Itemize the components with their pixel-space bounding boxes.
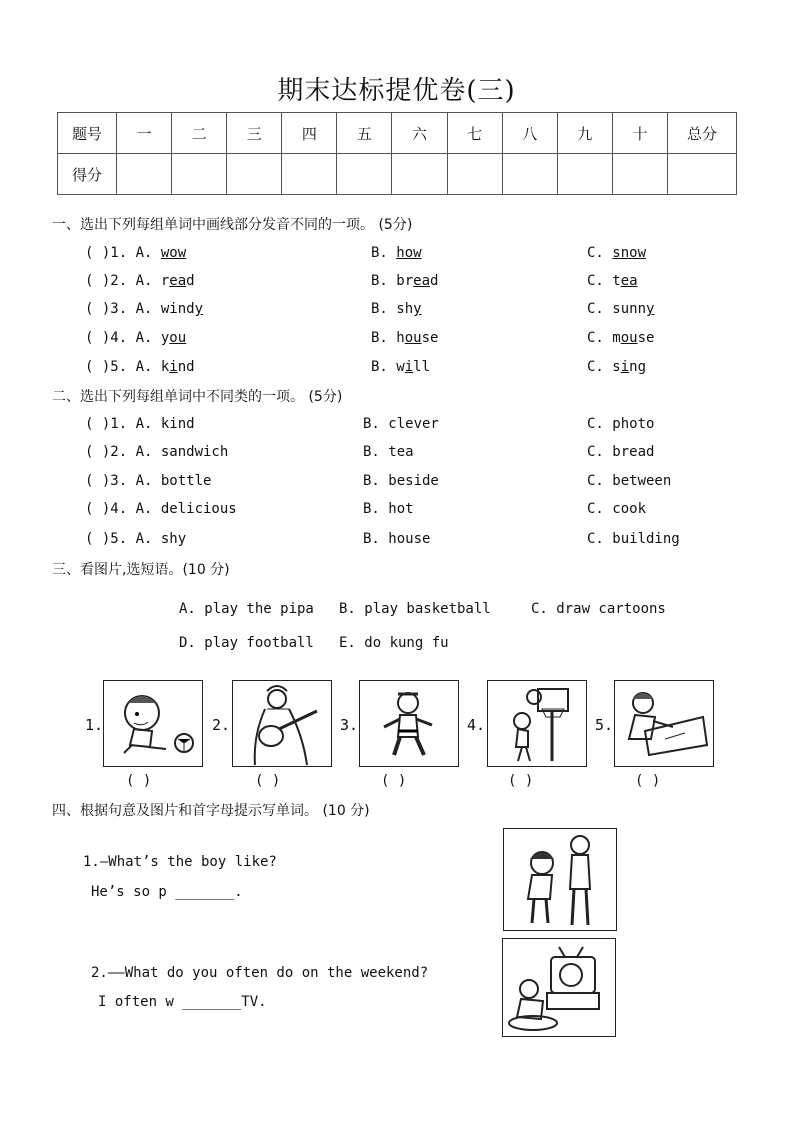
q1-option-c xyxy=(587,359,646,375)
score-cell[interactable] xyxy=(392,154,447,195)
boy-kungfu-icon xyxy=(359,680,459,767)
word-part: h xyxy=(396,330,405,346)
picture-number: 1. xyxy=(85,716,104,734)
underlined-letters: ea xyxy=(169,273,187,289)
q1-option-b xyxy=(371,245,422,261)
score-header-cell: 总分 xyxy=(668,113,737,154)
q1-question: 1.—What’s the boy like? xyxy=(83,854,277,870)
q1-option-a xyxy=(85,330,186,346)
word-part: w xyxy=(396,359,405,375)
score-cell[interactable] xyxy=(612,154,667,195)
q2-option-a: ( )4. A. delicious xyxy=(85,501,237,517)
q1-option-a xyxy=(85,245,186,261)
word-part: ng xyxy=(629,359,647,375)
word-part: k xyxy=(160,359,170,375)
score-header-cell: 四 xyxy=(282,113,337,154)
option-label: B. xyxy=(371,301,397,317)
option-a: A. play the pipa xyxy=(179,601,314,617)
answer-blank[interactable]: ( ) xyxy=(126,773,152,789)
option-c: C. draw cartoons xyxy=(531,601,666,617)
score-cell[interactable] xyxy=(668,154,737,195)
underlined-letters: ou xyxy=(404,330,422,346)
score-header-cell: 七 xyxy=(447,113,502,154)
q2-question: 2.——What do you often do on the weekend? xyxy=(91,965,429,981)
score-cell[interactable] xyxy=(227,154,282,195)
q1-option-c xyxy=(587,301,654,317)
score-header-cell: 十 xyxy=(612,113,667,154)
option-label: ( )4. A. xyxy=(85,330,161,346)
boy-drawing-icon xyxy=(614,680,714,767)
picture-number: 2. xyxy=(212,716,231,734)
q2-answer-line[interactable]: I often w _______TV. xyxy=(98,994,267,1010)
option-label: C. xyxy=(587,245,613,261)
answer-blank[interactable]: ( ) xyxy=(381,773,407,789)
q2-option-a: ( )1. A. kind xyxy=(85,416,195,432)
section2-heading: 二、选出下列每组单词中不同类的一项。 (5分) xyxy=(52,389,343,405)
underlined-letters: i xyxy=(620,359,630,375)
word-part: sunn xyxy=(612,301,647,317)
q2-option-b: B. hot xyxy=(363,501,414,517)
word-part: br xyxy=(396,273,414,289)
q1-option-c xyxy=(587,273,638,289)
answer-blank[interactable]: ( ) xyxy=(635,773,661,789)
word-part: ll xyxy=(413,359,431,375)
underlined-letters: y xyxy=(646,301,655,317)
option-label: ( )5. A. xyxy=(85,359,161,375)
underlined-letters: y xyxy=(413,301,422,317)
score-row-label: 得分 xyxy=(58,154,117,195)
boy-watching-tv-icon xyxy=(502,938,616,1037)
underlined-letters: y xyxy=(194,301,204,317)
score-header-cell: 六 xyxy=(392,113,447,154)
option-label: C. xyxy=(587,359,613,375)
underlined-letters: snow xyxy=(612,245,647,261)
q2-option-c: C. between xyxy=(587,473,672,489)
answer-blank[interactable]: ( ) xyxy=(508,773,534,789)
answer-blank[interactable]: ( ) xyxy=(255,773,281,789)
word-part: sh xyxy=(396,301,414,317)
score-header-cell: 八 xyxy=(502,113,557,154)
q1-option-c xyxy=(587,330,654,346)
score-cell[interactable] xyxy=(557,154,612,195)
score-header-cell: 一 xyxy=(117,113,172,154)
q2-option-c: C. photo xyxy=(587,416,655,432)
q1-option-b xyxy=(371,359,430,375)
score-header-cell: 题号 xyxy=(58,113,117,154)
q2-option-b: B. house xyxy=(363,531,431,547)
option-label: ( )2. A. xyxy=(85,273,161,289)
q2-option-c: C. cook xyxy=(587,501,647,517)
q1-option-b xyxy=(371,330,438,346)
page-title: 期末达标提优卷(三) xyxy=(277,76,516,106)
q1-option-a xyxy=(85,359,195,375)
option-label: ( )3. A. xyxy=(85,301,161,317)
word-part: d xyxy=(430,273,439,289)
option-label: ( )1. A. xyxy=(85,245,161,261)
q1-option-c xyxy=(587,245,646,261)
score-header-cell: 五 xyxy=(337,113,392,154)
score-header-cell: 二 xyxy=(172,113,227,154)
boy-basketball-icon xyxy=(487,680,587,767)
underlined-letters: ea xyxy=(620,273,638,289)
word-part: d xyxy=(186,273,195,289)
q1-option-a xyxy=(85,273,195,289)
score-cell[interactable] xyxy=(117,154,172,195)
score-cell[interactable] xyxy=(282,154,337,195)
underlined-letters: i xyxy=(169,359,178,375)
underlined-letters: how xyxy=(396,245,422,261)
score-table-header-row xyxy=(58,113,737,154)
underlined-letters: wow xyxy=(160,245,187,261)
section4-heading: 四、根据句意及图片和首字母提示写单词。 (10 分) xyxy=(52,803,370,819)
option-b: B. play basketball xyxy=(339,601,491,617)
score-table xyxy=(57,112,737,195)
option-label: B. xyxy=(371,273,397,289)
score-cell[interactable] xyxy=(172,154,227,195)
word-part: r xyxy=(160,273,170,289)
word-part: se xyxy=(421,330,439,346)
word-part: wind xyxy=(160,301,195,317)
q1-option-b xyxy=(371,273,438,289)
underlined-letters: ea xyxy=(413,273,431,289)
option-label: C. xyxy=(587,273,613,289)
q2-option-c: C. building xyxy=(587,531,680,547)
word-part: t xyxy=(612,273,621,289)
q1-option-a xyxy=(85,301,203,317)
q1-option-b xyxy=(371,301,422,317)
picture-number: 4. xyxy=(467,716,486,734)
boy-football-icon xyxy=(103,680,203,767)
option-label: C. xyxy=(587,301,613,317)
q2-option-b: B. tea xyxy=(363,444,414,460)
section3-heading: 三、看图片,选短语。(10 分) xyxy=(52,562,230,578)
q2-option-b: B. clever xyxy=(363,416,439,432)
word-part: m xyxy=(612,330,621,346)
underlined-letters: ou xyxy=(169,330,187,346)
option-d: D. play football xyxy=(179,635,314,651)
q2-option-a: ( )3. A. bottle xyxy=(85,473,212,489)
section1-heading: 一、选出下列每组单词中画线部分发音不同的一项。 (5分) xyxy=(52,217,413,233)
underlined-letters: i xyxy=(404,359,414,375)
score-header-cell: 九 xyxy=(557,113,612,154)
q2-option-a: ( )5. A. shy xyxy=(85,531,187,547)
word-part: nd xyxy=(177,359,195,375)
option-e: E. do kung fu xyxy=(339,635,449,651)
picture-number: 5. xyxy=(595,716,614,734)
shy-boy-icon xyxy=(503,828,617,931)
score-header-cell: 三 xyxy=(227,113,282,154)
word-part: s xyxy=(612,359,621,375)
woman-pipa-icon xyxy=(232,680,332,767)
score-table-score-row xyxy=(58,154,737,195)
q2-option-c: C. bread xyxy=(587,444,655,460)
picture-number: 3. xyxy=(340,716,359,734)
word-part: se xyxy=(637,330,655,346)
word-part: y xyxy=(160,330,170,346)
score-cell[interactable] xyxy=(502,154,557,195)
option-label: C. xyxy=(587,330,613,346)
score-cell[interactable] xyxy=(447,154,502,195)
score-cell[interactable] xyxy=(337,154,392,195)
q2-option-b: B. beside xyxy=(363,473,439,489)
option-label: B. xyxy=(371,330,397,346)
q1-answer-line[interactable]: He’s so p _______. xyxy=(91,884,243,900)
option-label: B. xyxy=(371,245,397,261)
underlined-letters: ou xyxy=(620,330,638,346)
option-label: B. xyxy=(371,359,397,375)
q2-option-a: ( )2. A. sandwich xyxy=(85,444,229,460)
